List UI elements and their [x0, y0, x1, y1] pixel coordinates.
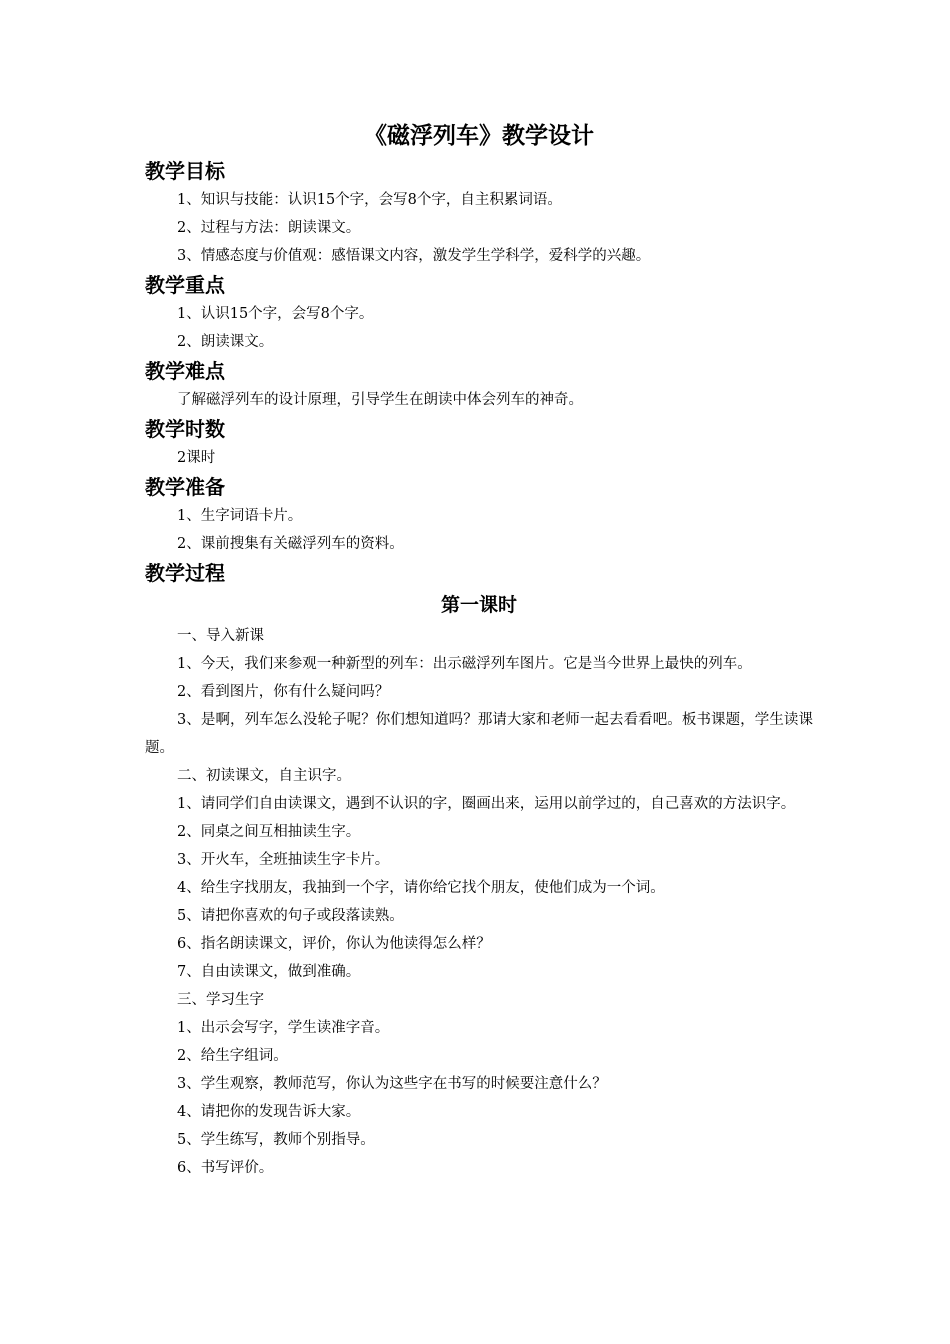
goal-item: 3、情感态度与价值观：感悟课文内容，激发学生学科学，爱科学的兴趣。	[177, 248, 651, 264]
process-step: 6、书写评价。	[177, 1160, 274, 1176]
goal-item: 1、知识与技能：认识15个字，会写8个字，自主积累词语。	[177, 192, 562, 208]
heading-key-points: 教学重点	[145, 273, 225, 297]
document-body	[145, 118, 813, 1182]
process-step: 5、请把你喜欢的句子或段落读熟。	[177, 908, 404, 924]
process-step: 1、请同学们自由读课文，遇到不认识的字，圈画出来，运用以前学过的，自己喜欢的方法识字。	[177, 796, 796, 812]
process-step: 3、学生观察，教师范写，你认为这些字在书写的时候要注意什么？	[177, 1076, 607, 1092]
heading-preparation: 教学准备	[145, 475, 225, 499]
process-step: 5、学生练写，教师个别指导。	[177, 1132, 375, 1148]
process-step: 2、看到图片，你有什么疑问吗？	[177, 684, 390, 700]
process-step: 4、给生字找朋友，我抽到一个字，请你给它找个朋友，使他们成为一个词。	[177, 880, 665, 896]
process-step: 1、今天，我们来参观一种新型的列车：出示磁浮列车图片。它是当今世界上最快的列车。	[177, 656, 752, 672]
process-step: 2、同桌之间互相抽读生字。	[177, 824, 361, 840]
key-point-item: 2、朗读课文。	[177, 334, 274, 350]
heading-difficulties: 教学难点	[145, 359, 225, 383]
key-point-item: 1、认识15个字，会写8个字。	[177, 306, 374, 322]
heading-hours: 教学时数	[145, 417, 225, 441]
hours-item: 2课时	[177, 450, 216, 466]
goal-item: 2、过程与方法：朗读课文。	[177, 220, 361, 236]
process-step: 6、指名朗读课文，评价，你认为他读得怎么样？	[177, 936, 491, 952]
process-step: 3、是啊，列车怎么没轮子呢？你们想知道吗？那请大家和老师一起去看看吧。板书课题，学生读课题。	[145, 712, 813, 756]
preparation-item: 1、生字词语卡片。	[177, 508, 303, 524]
process-step: 7、自由读课文，做到准确。	[177, 964, 361, 980]
process-step: 3、开火车，全班抽读生字卡片。	[177, 852, 390, 868]
process-step: 1、出示会写字，学生读准字音。	[177, 1020, 390, 1036]
preparation-item: 2、课前搜集有关磁浮列车的资料。	[177, 536, 404, 552]
process-step: 4、请把你的发现告诉大家。	[177, 1104, 361, 1120]
difficulty-item: 了解磁浮列车的设计原理，引导学生在朗读中体会列车的神奇。	[177, 392, 583, 408]
process-step: 2、给生字组词。	[177, 1048, 288, 1064]
process-step: 二、初读课文，自主识字。	[177, 768, 351, 784]
process-step: 三、学习生字	[177, 992, 264, 1008]
process-step: 一、导入新课	[177, 628, 264, 644]
document-title: 《磁浮列车》教学设计	[364, 122, 594, 149]
heading-goals: 教学目标	[145, 159, 225, 183]
lesson-title: 第一课时	[440, 594, 517, 616]
heading-process: 教学过程	[145, 561, 225, 585]
